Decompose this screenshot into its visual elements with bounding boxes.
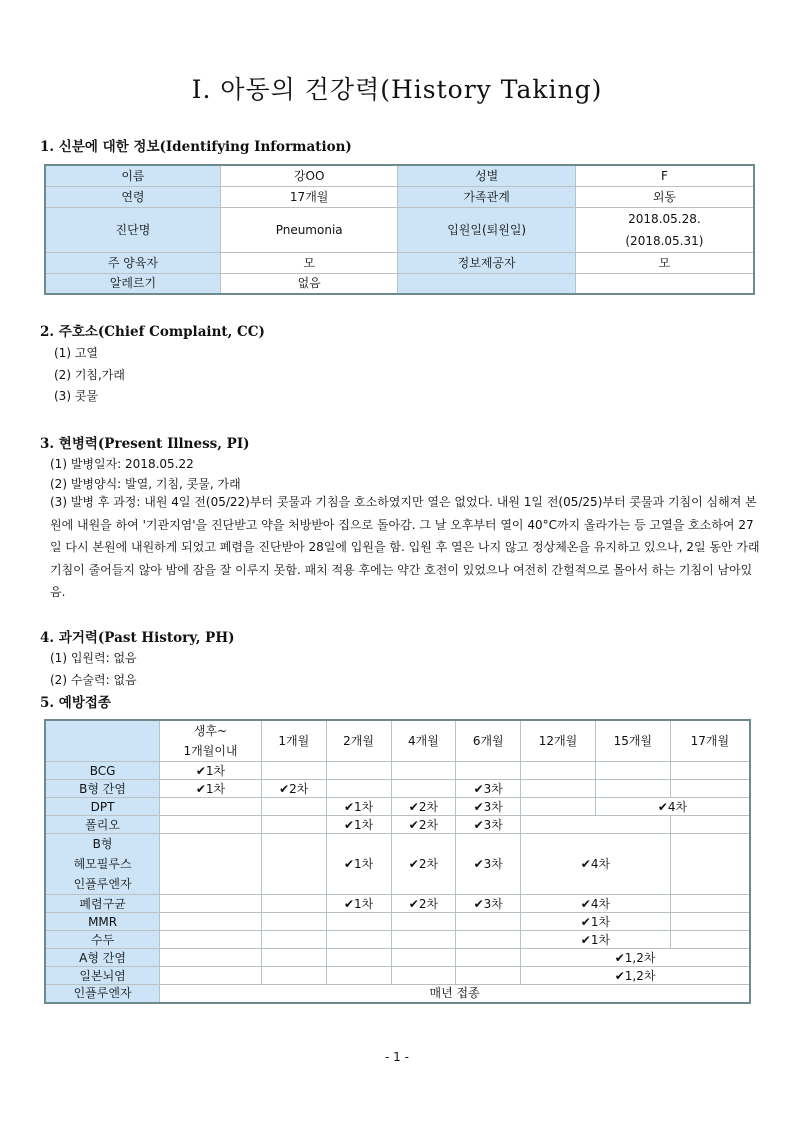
- table-row: [45, 780, 750, 798]
- value-caregiver: 모: [220, 252, 398, 273]
- dose-mark: 매년 접종: [160, 985, 750, 1003]
- pi-course-label: (3) 발병 후 과정:: [50, 495, 145, 509]
- cc-item: (2) 기침,가래: [54, 368, 125, 382]
- dose-mark: ✔1차: [521, 913, 671, 931]
- label-name: 이름: [45, 165, 220, 186]
- value-family: 외동: [575, 186, 754, 207]
- header-4m: 4개월: [391, 720, 456, 762]
- table-row: [45, 816, 750, 834]
- value-admission: [575, 207, 754, 252]
- dose-mark: ✔2차: [391, 834, 456, 895]
- pi-item: (1) 발병일자: 2018.05.22: [50, 457, 194, 471]
- table-row: [45, 762, 750, 780]
- dose-mark: ✔3차: [456, 834, 521, 895]
- vaccine-name: B형 헤모필루스 인플루엔자: [45, 834, 160, 895]
- value-informant: 모: [575, 252, 754, 273]
- section-identifying-heading: 1. 신분에 대한 정보(Identifying Information): [40, 139, 352, 155]
- table-row: [45, 252, 754, 273]
- table-header-row: [45, 720, 750, 762]
- table-row: [45, 165, 754, 186]
- value-allergy: 없음: [220, 273, 398, 294]
- vaccine-name: 폴리오: [45, 816, 160, 834]
- header-15m: 15개월: [595, 720, 670, 762]
- dose-mark: ✔1차: [521, 931, 671, 949]
- table-row: [45, 186, 754, 207]
- dose-mark: ✔4차: [595, 798, 750, 816]
- dose-mark: ✔4차: [521, 834, 671, 895]
- pi-item: (2) 발병양식: 발열, 기침, 콧물, 가래: [50, 477, 241, 491]
- label-age: 연령: [45, 186, 220, 207]
- label-diagnosis: 진단명: [45, 207, 220, 252]
- dose-mark: ✔3차: [456, 798, 521, 816]
- dose-mark: ✔1차: [326, 834, 391, 895]
- dose-mark: ✔3차: [456, 780, 521, 798]
- header-17m: 17개월: [670, 720, 750, 762]
- label-family: 가족관계: [398, 186, 575, 207]
- dose-mark: ✔4차: [521, 895, 671, 913]
- dose-mark: ✔1차: [326, 816, 391, 834]
- dose-mark: ✔2차: [391, 816, 456, 834]
- table-row: [45, 931, 750, 949]
- section-cc-heading: 2. 주호소(Chief Complaint, CC): [40, 324, 265, 340]
- value-sex: F: [575, 165, 754, 186]
- ph-item: (1) 입원력: 없음: [50, 651, 137, 665]
- cc-item: (3) 콧물: [54, 389, 98, 403]
- label-sex: 성별: [398, 165, 575, 186]
- table-row: [45, 273, 754, 294]
- vaccine-name: DPT: [45, 798, 160, 816]
- value-diagnosis: Pneumonia: [220, 207, 398, 252]
- pi-course: [50, 491, 765, 604]
- table-row: [45, 913, 750, 931]
- label-informant: 정보제공자: [398, 252, 575, 273]
- pi-course-text: 내원 4일 전(05/22)부터 콧물과 기침을 호소하였지만 열은 없었다. 내원 1일 전(05/25)부터 콧물과 기침이 심해져 본원에 내원을 하여 '기관지염'을 진단받고 약을 처방받아 집으로 돌아감. 그 날 오후부터 열이 40°C까지 올라가는 등 고열을 호소하여 27일 다시 본원에 내원하게 되었고 폐렴을 진단받아 28일에 입원을 함. 입원 후 열은 나지 않고 정상체온을 유지하고 있으나, 2일 동안 가래 기침이 줄어들지 않아 밤에 잠을 잘 이루지 못함. 패치 적용 후에는 약간 호전이 있었으나 여전히 간헐적으로 몰아서 하는 기침이 남아있음.: [50, 495, 760, 600]
- vaccine-name: 일본뇌염: [45, 967, 160, 985]
- dose-mark: ✔1,2차: [521, 967, 750, 985]
- dose-mark: ✔1차: [160, 780, 262, 798]
- dose-mark: ✔2차: [261, 780, 326, 798]
- vaccine-name: B형 간염: [45, 780, 160, 798]
- vaccine-name: BCG: [45, 762, 160, 780]
- section-pi-heading: 3. 현병력(Present Illness, PI): [40, 436, 250, 452]
- empty-value: [575, 273, 754, 294]
- dose-mark: ✔1차: [160, 762, 262, 780]
- header-birth: 생후~ 1개월이내: [160, 720, 262, 762]
- table-row: [45, 207, 754, 252]
- vaccination-table: [44, 719, 751, 1004]
- dose-mark: ✔2차: [391, 895, 456, 913]
- value-age: 17개월: [220, 186, 398, 207]
- dose-mark: ✔1차: [326, 895, 391, 913]
- vaccine-name: 인플루엔자: [45, 985, 160, 1003]
- dose-mark: ✔3차: [456, 816, 521, 834]
- section-vaccine-heading: 5. 예방접종: [40, 695, 111, 711]
- label-admission: 입원일(퇴원일): [398, 207, 575, 252]
- empty-label: [398, 273, 575, 294]
- value-name: 강OO: [220, 165, 398, 186]
- dose-mark: ✔1차: [326, 798, 391, 816]
- identifying-table: [44, 164, 755, 295]
- header-12m: 12개월: [521, 720, 596, 762]
- ph-item: (2) 수술력: 없음: [50, 673, 137, 687]
- table-row: [45, 967, 750, 985]
- dose-mark: ✔2차: [391, 798, 456, 816]
- label-caregiver: 주 양육자: [45, 252, 220, 273]
- vaccine-name: A형 간염: [45, 949, 160, 967]
- table-row: [45, 834, 750, 895]
- header-vaccine: [45, 720, 160, 762]
- dose-mark: ✔1,2차: [521, 949, 750, 967]
- table-row: [45, 949, 750, 967]
- discharge-date: (2018.05.31): [625, 233, 704, 248]
- admission-date: 2018.05.28.: [628, 211, 701, 226]
- header-2m: 2개월: [326, 720, 391, 762]
- page-title: Ⅰ. 아동의 건강력(History Taking): [191, 75, 603, 104]
- label-allergy: 알레르기: [45, 273, 220, 294]
- vaccine-name: 폐렴구균: [45, 895, 160, 913]
- vaccine-name: 수두: [45, 931, 160, 949]
- table-row: [45, 895, 750, 913]
- header-1m: 1개월: [261, 720, 326, 762]
- header-6m: 6개월: [456, 720, 521, 762]
- vaccine-name: MMR: [45, 913, 160, 931]
- table-row: [45, 798, 750, 816]
- table-row: [45, 985, 750, 1003]
- cc-item: (1) 고열: [54, 346, 98, 360]
- page-number: - 1 -: [385, 1050, 409, 1064]
- section-ph-heading: 4. 과거력(Past History, PH): [40, 630, 235, 646]
- dose-mark: ✔3차: [456, 895, 521, 913]
